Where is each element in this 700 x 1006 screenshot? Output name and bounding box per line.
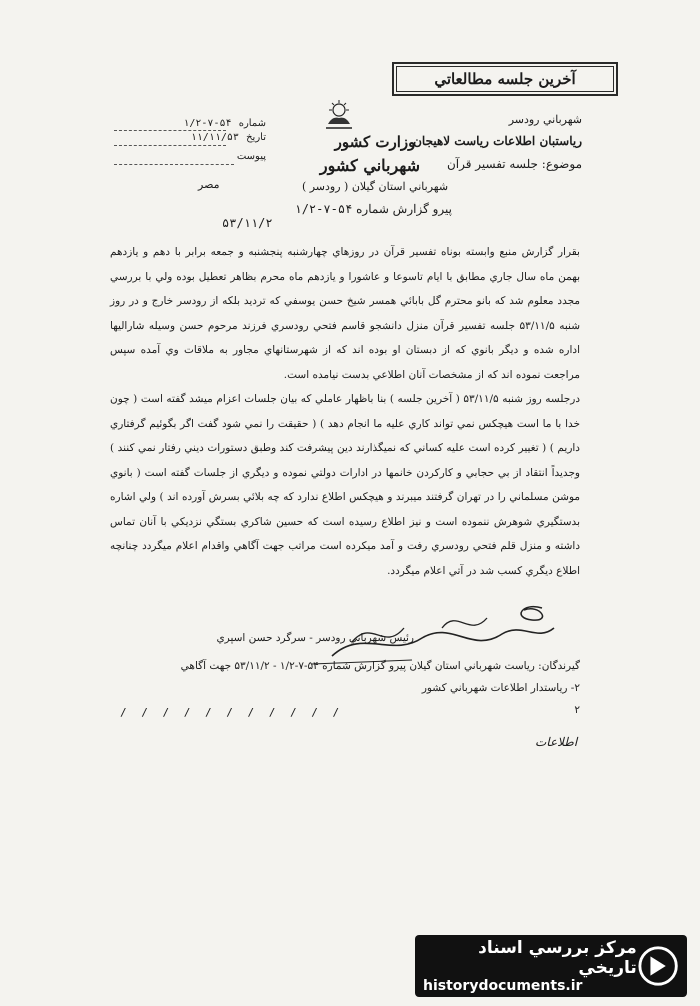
watermark-site: historydocuments.ir bbox=[423, 978, 583, 994]
meta-attachment bbox=[114, 151, 266, 162]
ministry-title: وزارت كشور bbox=[334, 133, 416, 151]
organization-title: شهرباني كشور bbox=[319, 156, 421, 175]
office-title: شهرباني استان گيلان ( رودسر ) bbox=[301, 180, 449, 193]
attachment-label: پيوست bbox=[236, 151, 266, 162]
body-paragraph-1: بقرار گزارش منبع وابسته بوناه تفسير قرآن در روزهاي چهارشنبه پنجشنبه و جمعه برابر با دهم و يازدهم بهمن ماه سال جاري مطابق با ايام تاسوعا و عاشورا و يازدهم ماه محرم بظاهر تعطيل بوده ولي با بررسي مجدد معلوم شد كه بانو محترم گل بابائي همسر شيخ حسن يوسفي كه ترديد بلكه از رودسر خارج و در روز شنبه ۵۳/۱۱/۵ جلسه تفسير قرآن منزل دانشجو قاسم فتحي رودسري فرزند مرحوم حسن وسيله شاراليها اداره شده و ديگر بانوي كه از دبستان او بوده اند كه از شهرستانهاي مجاور به ملاقات وي آمده سپس مراجعت نموده اند كه از مشخصات آنان اطلاعي بدست نيامده است. bbox=[110, 246, 580, 381]
watermark-title: مركز بررسي اسناد تاريخي bbox=[478, 938, 637, 978]
reference-date: ۵۳/۱۱/۲ bbox=[222, 216, 273, 230]
date-label: تاريخ bbox=[246, 132, 266, 143]
date-value: ۱۱/۱۱/۵۳ bbox=[190, 132, 239, 143]
number-value: ۵۴-۷-۱/۲ bbox=[183, 118, 232, 129]
meta-number bbox=[114, 118, 266, 129]
mr-label: مصر bbox=[198, 178, 220, 191]
body-paragraph-2: درجلسه روز شنبه ۵۳/۱۱/۵ ( آخرين جلسه ) بنا باظهار عاملي كه بيان جلسات اعزام ميشد گفته است ( چون خدا با ما است هيچكس نمي تواند كاري عليه ما انجام دهد ) ( حقيقت را نمي شود گفت اگر بگوئيم گرفتاري داريم ) ( تغيير كرده است عليه كساني كه نميگذارند دين پيشرفت كند وطبق دستورات ديني رفتار نمي كنند ) وجديداً انتقاد از بي حجابي و كاركردن خانمها در ادارات دولتي نموده و ديگري از جلسات گفته است ( بانوي موشن مسلماني را در تهران گرفتند ميبرند و هيچكس اطلاع ندارد كه چه بلائي بسرش آورده اند ) ولي اشاره بدستگيري شوهرش ننموده است و نيز اطلاع رسيده است كه حسين شاكري بستگي نزديكي با آنان تماس داشته و منزل قلم فتحي رودسري رفت و آمد ميكرده است مراتب جهت آگاهي واقدام اعلام ميگردد چنانچه اطلاع ديگري كسب شد در آتي اعلام ميگردد. bbox=[110, 393, 580, 577]
address-line: شهرباني رودسر bbox=[508, 113, 582, 126]
from-line: رياستبان اطلاعات رياست لاهيجان bbox=[413, 134, 582, 148]
reference-number: ۵۴-۷-۱/۲ bbox=[294, 202, 353, 216]
subject-line: موضوع: جلسه تفسير قرآن bbox=[446, 157, 582, 171]
reference-label: پيرو گزارش شماره bbox=[356, 202, 452, 216]
document-stamp bbox=[392, 62, 618, 96]
recipient-line-1: گيرندگان: رياست شهرباني استان گيلان پيرو گزارش شماره ۵۴-۷-۱/۲ - ۵۳/۱۱/۲ جهت آگاهي bbox=[180, 660, 580, 672]
watermark-text bbox=[423, 938, 637, 994]
archive-watermark bbox=[415, 935, 687, 997]
archive-logo-icon bbox=[637, 944, 679, 988]
meta-date bbox=[114, 132, 266, 143]
recipient-line-2: ۲- رياستدار اطلاعات شهرباني كشور bbox=[421, 682, 580, 694]
stamp-text: آخرين جلسه مطالعاتي bbox=[434, 70, 576, 88]
reference-block bbox=[222, 202, 452, 230]
recipient-line-3: ۲ bbox=[574, 704, 580, 716]
handwritten-note: اطلاعات bbox=[535, 735, 578, 749]
slash-marks: / / / / / / / / / / / bbox=[120, 706, 344, 719]
number-label: شماره bbox=[238, 118, 266, 129]
document-body bbox=[110, 240, 580, 583]
signatory-line: رئيس شهرباني رودسر - سرگرد حسن اسپري bbox=[216, 632, 414, 644]
